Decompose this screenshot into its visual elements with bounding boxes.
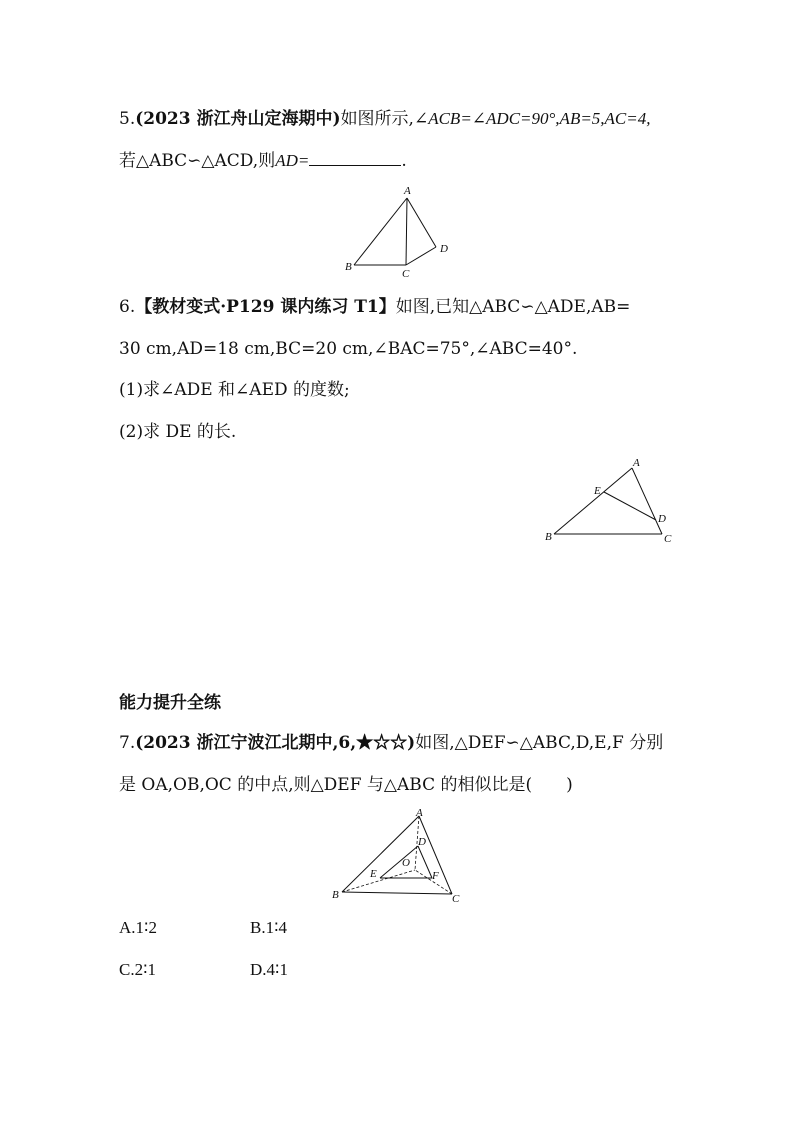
q6-label-e: E [594,485,601,497]
q6-line-2 [119,338,577,360]
q6-givens: 30 cm,AD=18 cm,BC=20 cm,∠BAC=75°,∠ABC=40°. [119,339,578,359]
q7-label-f: F [432,870,439,882]
q6-label-b: B [545,531,552,543]
q5-label-d: D [440,243,448,255]
q6-sub2: (2)求 DE 的长. [119,422,237,442]
q7-text: 如图,△DEF∽△ABC,D,E,F 分别 [415,733,664,753]
q6-tag: 【教材变式·P129 课内练习 T1】 [135,297,396,317]
q7-label-d: D [418,836,426,848]
q7-figure [330,806,470,906]
q7-line-2: 是 OA,OB,OC 的中点,则△DEF 与△ABC 的相似比是( ) [119,775,573,795]
q7-source: (2023 浙江宁波江北期中,6,★☆☆) [135,733,416,753]
q7-label-e: E [370,868,377,880]
q5-line2-text: 若△ABC∽△ACD,则 [119,151,276,171]
q6-label-d: D [658,513,666,525]
q6-figure [540,456,680,548]
q5-label-b: B [345,261,352,273]
q7-label-a: A [416,807,423,819]
q6-number: 6. [119,297,136,317]
q5-answer-blank[interactable] [309,151,401,166]
q5-ad-label: AD= [275,151,310,170]
q7-option-d[interactable]: D.4∶1 [250,960,288,979]
q6-text: 如图,已知△ABC∽△ADE,AB= [395,297,631,317]
q5-source: (2023 浙江舟山定海期中) [135,109,341,129]
q7-line-1 [119,732,663,754]
q7-label-c: C [452,893,460,905]
q5-label-a: A [404,185,411,197]
q7-option-c[interactable]: C.2∶1 [119,960,157,979]
q7-option-b[interactable]: B.1∶4 [250,918,288,937]
q5-line-1 [119,108,651,130]
q7-label-o: O [402,857,410,869]
q5-figure [340,182,460,278]
q7-option-a[interactable]: A.1∶2 [119,918,157,937]
q7-number: 7. [119,733,136,753]
q5-number: 5. [119,109,136,129]
q5-line-2 [119,150,407,172]
q6-label-c: C [664,533,672,545]
q5-label-c: C [402,268,410,280]
q6-label-a: A [633,457,640,469]
q6-sub1: (1)求∠ADE 和∠AED 的度数; [119,380,350,400]
q6-line-1 [119,296,630,318]
q5-conditions: ∠ACB=∠ADC=90°,AB=5,AC=4, [413,109,651,128]
section-heading: 能力提升全练 [119,693,221,713]
q5-text: 如图所示, [340,109,414,129]
q7-label-b: B [332,889,339,901]
q5-period: . [401,151,407,171]
